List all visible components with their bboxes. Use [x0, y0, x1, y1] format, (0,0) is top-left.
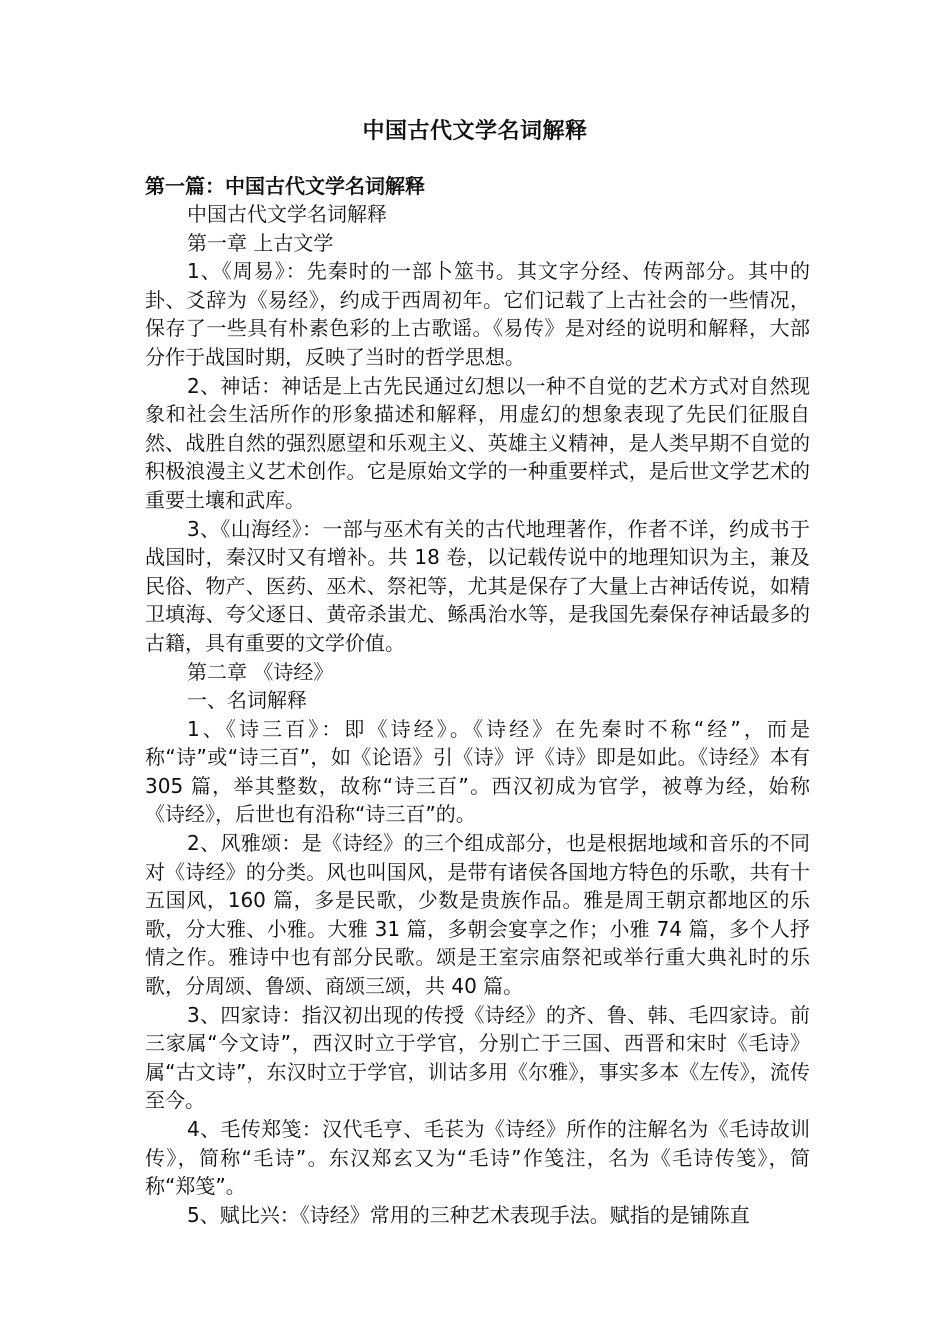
chapter-heading: 第二章 《诗经》: [187, 659, 334, 684]
paragraph: 2、风雅颂：是《诗经》的三个组成部分，也是根据地域和音乐的不同对《诗经》的分类。风也叫国风，是带有诸侯各国地方特色的乐歌，共有十五国风，160 篇，多是民歌，少数是贵族作品。雅是周王朝京都地区的乐歌，分大雅、小雅。大雅 31 篇，多朝会宴享之作；小雅 74 篇，多个人抒情之作。雅诗中也有部分民歌。颂是王室宗庙祭祀或举行重大典礼时的乐歌，分周颂、鲁颂、商颂三颂，共 40 篇。: [145, 831, 810, 999]
paragraph: 2、神话：神话是上古先民通过幻想以一种不自觉的艺术方式对自然现象和社会生活所作的形象描述和解释，用虚幻的想象表现了先民们征服自然、战胜自然的强烈愿望和乐观主义、英雄主义精神，是人类早期不自觉的积极浪漫主义艺术创作。它是原始文学的一种重要样式，是后世文学艺术的重要土壤和武库。: [145, 373, 810, 512]
paragraph: 4、毛传郑笺：汉代毛亨、毛苌为《诗经》所作的注解名为《毛诗故训传》，简称“毛诗”。东汉郑玄又为“毛诗”作笺注，名为《毛诗传笺》，简称“郑笺”。: [145, 1117, 810, 1199]
paragraph: 3、四家诗：指汉初出现的传授《诗经》的齐、鲁、韩、毛四家诗。前三家属“今文诗”，西汉时立于学官，分别亡于三国、西晋和宋时《毛诗》属“古文诗”，东汉时立于学官，训诂多用《尔雅》，事实多本《左传》，流传至今。: [145, 1002, 810, 1113]
subheading: 一、名词解释: [187, 688, 307, 713]
document-body: [145, 200, 810, 1229]
paragraph: 5、赋比兴：《诗经》常用的三种艺术表现手法。赋指的是铺陈直: [187, 1202, 750, 1227]
document-title: 中国古代文学名词解释: [362, 119, 588, 144]
paragraph: 3、《山海经》：一部与巫术有关的古代地理著作，作者不详，约成书于战国时，秦汉时又有增补。共 18 卷，以记载传说中的地理知识为主，兼及民俗、物产、医药、巫术、祭祀等，尤其是保存了大量上古神话传说，如精卫填海、夸父逐日、黄帝杀蚩尤、鲧禹治水等，是我国先秦保存神话最多的古籍，具有重要的文学价值。: [145, 516, 810, 655]
section-title: 第一篇：中国古代文学名词解释: [145, 174, 425, 198]
chapter-heading: 第一章 上古文学: [187, 230, 334, 255]
paragraph: 1、《周易》：先秦时的一部卜筮书。其文字分经、传两部分。其中的卦、爻辞为《易经》，约成于西周初年。它们记载了上古社会的一些情况，保存了一些具有朴素色彩的上古歌谣。《易传》是对经的说明和解释，大部分作于战国时期，反映了当时的哲学思想。: [145, 259, 810, 369]
paragraph: 1、《诗三百》：即《诗经》。《诗经》在先秦时不称“经”，而是称“诗”或“诗三百”，如《论语》引《诗》评《诗》即是如此。《诗经》本有 305 篇，举其整数，故称“诗三百”。西汉初成为官学，被尊为经，始称《诗经》，后世也有沿称“诗三百”的。: [145, 716, 810, 827]
paragraph: 中国古代文学名词解释: [187, 202, 387, 226]
